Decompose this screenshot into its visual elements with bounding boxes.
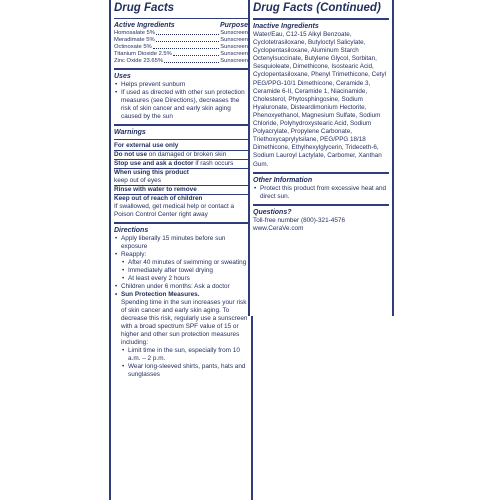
when-using-warning: When using this product keep out of eyes [114,169,189,184]
inactive-ingredients-text: Water/Eau, C12-15 Alkyl Benzoate, Cyclotetrasiloxane, Butyloctyl Salicylate, Cyclopentasiloxane, Aluminum Starch Octenylsuccinate, Butylene Glycol, Sorbitan, Sesquioleate, Dimethicone, Isostearic Acid, Cyclopentasiloxane, Phenyl Trimethicone, Cetyl PEG/PPG-10/1 Dimethicone, Ceramide 3, Ceramide 6-II, Ceramide 1, Niacinamide, Cholesterol, Phytosphingosine, Sodium Hyaluronate, Disteardimonium Hectorite, Phenoxyethanol, Magnesium Sulfate, Sodium Chloride, Polyhydroxystearic Acid, Sodium Polyacrylate, Propylene Carbonate, Triethoxycaprylylsilane, PEG/PPG 18/18 Dimethicone, Ethylhexylglycerin, Trideceth-6, Sodium Lauroyl Lactylate, Carbomer, Xanthan Gum. [253,31,387,168]
purpose-title: Purpose [219,22,248,29]
list-item: • Limit time in the sun, especially from 10 a.m. – 2 p.m. [114,347,248,363]
list-item: • At least every 2 hours [114,275,248,283]
do-not-use-warning: Do not use on damaged or broken skin [114,151,227,158]
inactive-ingredients-title: Inactive Ingredients [253,23,319,30]
ingredient-purpose: Sunscreen [220,51,248,57]
external-use-warning: For external use only [114,142,179,149]
spm-text: Spending time in the sun increases your risk of skin cancer and early skin aging. To decrease this risk, regularly use a sunscreen with a broad spectrum SPF value of 15 or higher and other sun protection measures including: [121,299,248,346]
list-item: • Protect this product from excessive heat and direct sun. [253,185,389,201]
directions-list [114,235,248,259]
ingredient-name: Homosalate 5% [114,30,155,36]
list-item: • Helps prevent sunburn [114,81,248,89]
drug-facts-continued-panel [248,0,394,316]
list-item: • After 40 minutes of swimming or sweating [114,259,248,267]
active-ingredients-title: Active Ingredients [114,22,175,29]
list-item: • Immediately after towel drying [114,267,248,275]
children-list [114,283,248,299]
ingredient-name: Octinoxate 5% [114,44,152,50]
list-item: • Reapply: [114,251,248,259]
uses-list [114,81,248,121]
panel-title: Drug Facts (Continued) [253,2,381,14]
ingredient-purpose: Sunscreen [220,37,248,43]
ingredient-row [114,37,248,44]
panel-title: Drug Facts [114,2,175,14]
ingredient-purpose: Sunscreen [220,44,248,50]
questions-title: Questions? [253,208,292,216]
keep-out-warning: Keep out of reach of children If swallowed, get medical help or contact a Poison Control Center right away [114,195,235,218]
spm-title: • Sun Protection Measures. [114,291,248,299]
ingredient-row [114,58,248,65]
warnings-title: Warnings [114,129,146,136]
ingredient-name: Zinc Oxide 23.65% [114,58,163,64]
ingredient-row [114,44,248,51]
ingredient-row [114,30,248,37]
stop-use-warning: Stop use and ask a doctor if rash occurs [114,160,234,167]
list-item: • Children under 6 months: Ask a doctor [114,283,248,291]
ingredient-purpose: Sunscreen [220,58,248,64]
reapply-list [114,259,248,283]
questions-text: Toll-free number (800)-321-4576 www.CeraVe.com [253,216,346,232]
other-information-title: Other Information [253,176,313,184]
directions-title: Directions [114,227,149,234]
other-information-list [253,185,389,201]
ingredient-name: Meradimate 5% [114,37,155,43]
uses-title: Uses [114,73,131,80]
list-item: • Wear long-sleeved shirts, pants, hats and sunglasses [114,363,248,379]
ingredient-name: Titanium Dioxide 2.5% [114,51,172,57]
drug-facts-panel [109,0,253,500]
active-ingredients-header [114,21,248,30]
ingredient-purpose: Sunscreen [220,30,248,36]
rinse-warning: Rinse with water to remove [114,186,197,193]
list-item: • If used as directed with other sun protection measures (see Directions), decreases the risk of skin cancer and early skin aging caused by the sun [114,89,248,121]
spm-list [114,347,248,379]
ingredient-row [114,51,248,58]
list-item: • Apply liberally 15 minutes before sun exposure [114,235,248,251]
